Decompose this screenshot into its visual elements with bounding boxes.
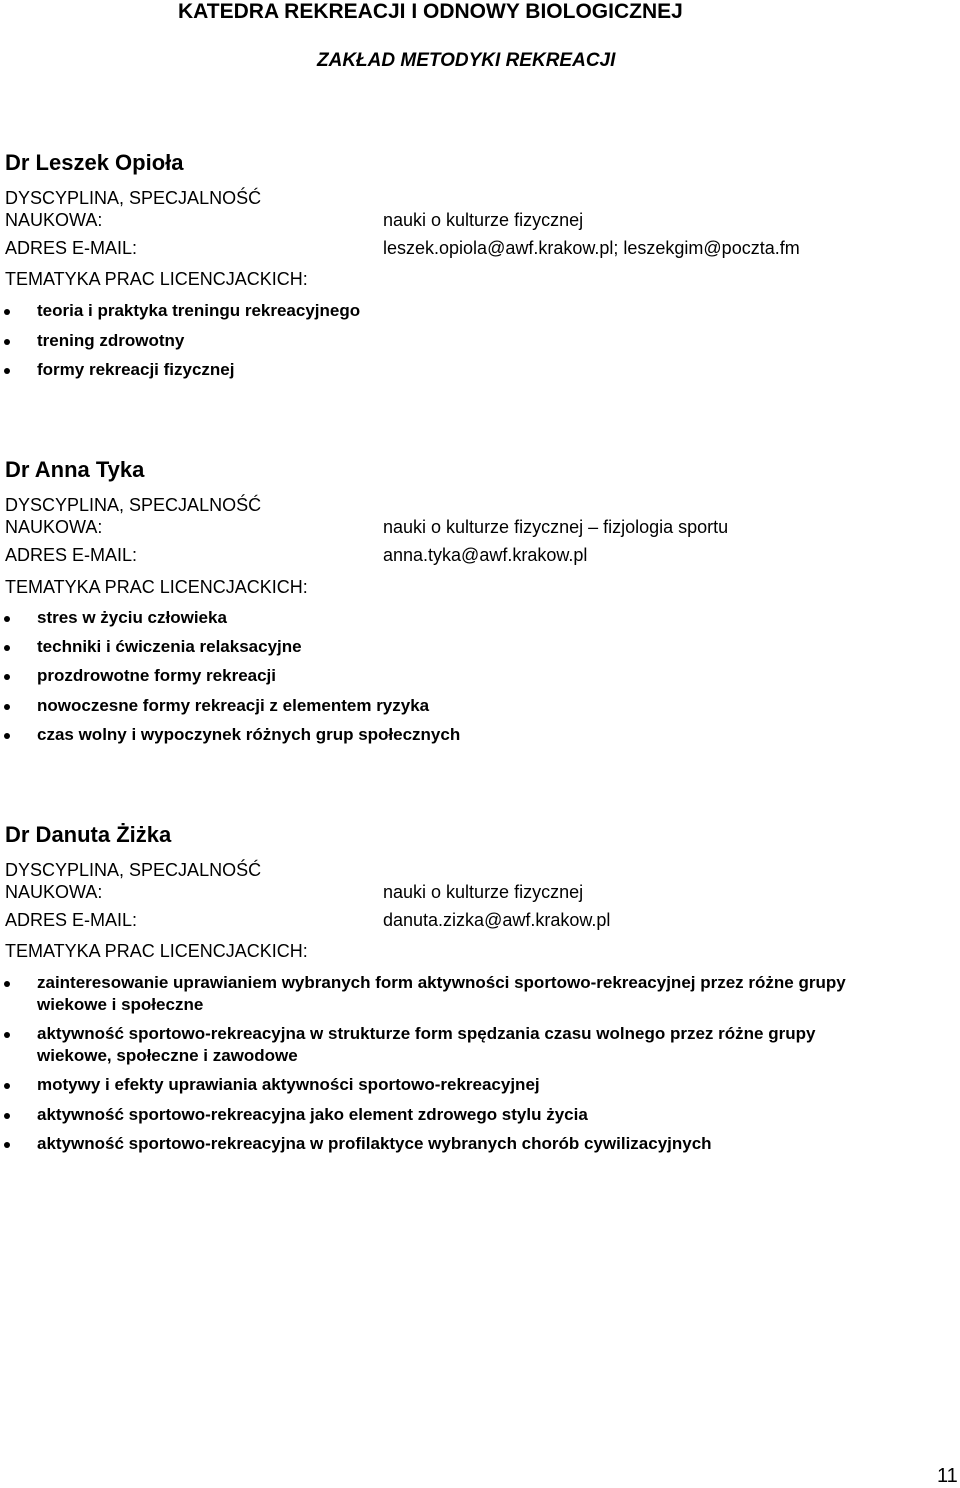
- email-label: ADRES E-MAIL:: [5, 910, 138, 930]
- bullet-icon: [4, 368, 10, 374]
- bullet-icon: [4, 981, 10, 987]
- person-name: Dr Leszek Opioła: [5, 150, 184, 175]
- discipline-value: nauki o kulturze fizycznej: [383, 882, 584, 902]
- discipline-label: DYSCYPLINA, SPECJALNOŚĆ: [5, 495, 262, 515]
- discipline-value: nauki o kulturze fizycznej: [383, 210, 584, 230]
- discipline-value: nauki o kulturze fizycznej – fizjologia sportu: [383, 517, 729, 537]
- discipline-label-cont: NAUKOWA:: [5, 517, 103, 537]
- bullet-icon: [4, 309, 10, 315]
- bullet-icon: [4, 645, 10, 651]
- bullet-icon: [4, 674, 10, 680]
- discipline-label: DYSCYPLINA, SPECJALNOŚĆ: [5, 860, 262, 880]
- bullet-icon: [4, 339, 10, 345]
- bullet-icon: [4, 1142, 10, 1148]
- unit-title: ZAKŁAD METODYKI REKREACJI: [317, 50, 616, 71]
- discipline-label-cont: NAUKOWA:: [5, 882, 103, 902]
- email-label: ADRES E-MAIL:: [5, 238, 138, 258]
- bullet-icon: [4, 1083, 10, 1089]
- department-title: KATEDRA REKREACJI I ODNOWY BIOLOGICZNEJ: [178, 0, 683, 23]
- topics-label: TEMATYKA PRAC LICENCJACKICH:: [5, 941, 308, 961]
- page-number: 11: [937, 1465, 958, 1487]
- discipline-label: DYSCYPLINA, SPECJALNOŚĆ: [5, 188, 262, 208]
- person-name: Dr Danuta Żiżka: [5, 822, 172, 847]
- email-value[interactable]: danuta.zizka@awf.krakow.pl: [383, 910, 611, 930]
- person-name: Dr Anna Tyka: [5, 457, 145, 482]
- discipline-label-cont: NAUKOWA:: [5, 210, 103, 230]
- bullet-icon: [4, 616, 10, 622]
- topics-label: TEMATYKA PRAC LICENCJACKICH:: [5, 269, 308, 289]
- email-label: ADRES E-MAIL:: [5, 545, 138, 565]
- email-value[interactable]: anna.tyka@awf.krakow.pl: [383, 545, 588, 565]
- topics-label: TEMATYKA PRAC LICENCJACKICH:: [5, 577, 308, 597]
- bullet-icon: [4, 1032, 10, 1038]
- bullet-icon: [4, 1113, 10, 1119]
- bullet-icon: [4, 704, 10, 710]
- email-value[interactable]: leszek.opiola@awf.krakow.pl; leszekgim@poczta.fm: [383, 238, 800, 258]
- bullet-icon: [4, 733, 10, 739]
